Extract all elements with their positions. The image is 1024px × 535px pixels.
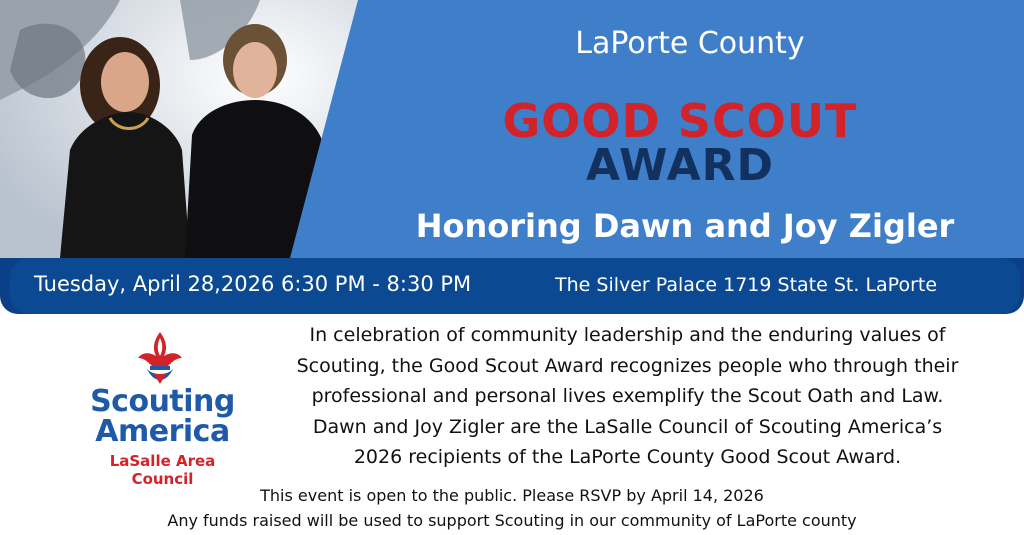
fleur-de-lis-icon: [132, 330, 188, 386]
description-line: professional and personal lives exemplify the Scout Oath and Law.: [311, 385, 944, 407]
description-line: 2026 recipients of the LaPorte County Good Scout Award.: [353, 446, 902, 468]
logo-word-scouting: Scouting: [90, 384, 235, 419]
award-title: AWARD: [585, 140, 775, 191]
description-line: Scouting, the Good Scout Award recognizes people who through their: [296, 354, 959, 377]
logo-word-america: America: [95, 414, 230, 449]
event-info-bar: [0, 258, 1024, 314]
scouting-america-logo: [80, 330, 245, 488]
honoring-subtitle: Honoring Dawn and Joy Zigler: [415, 207, 955, 245]
logo-council-name: LaSalle Area Council: [109, 452, 216, 488]
award-description: [255, 320, 1000, 473]
description-line: In celebration of community leadership and the enduring values of: [309, 324, 946, 346]
description-line: Dawn and Joy Zigler are the LaSalle Council of Scouting America’s: [312, 415, 943, 438]
good-scout-title: GOOD SCOUT: [502, 94, 858, 148]
event-date-time: Tuesday, April 28,2026 6:30 PM - 8:30 PM: [34, 272, 472, 296]
event-location: The Silver Palace 1719 State St. LaPorte: [555, 274, 938, 296]
rsvp-note: This event is open to the public. Please RSVP by April 14, 2026: [260, 486, 764, 505]
funds-note: Any funds raised will be used to support Scouting in our community of LaPorte county: [167, 511, 857, 530]
county-heading: LaPorte County: [575, 26, 805, 61]
